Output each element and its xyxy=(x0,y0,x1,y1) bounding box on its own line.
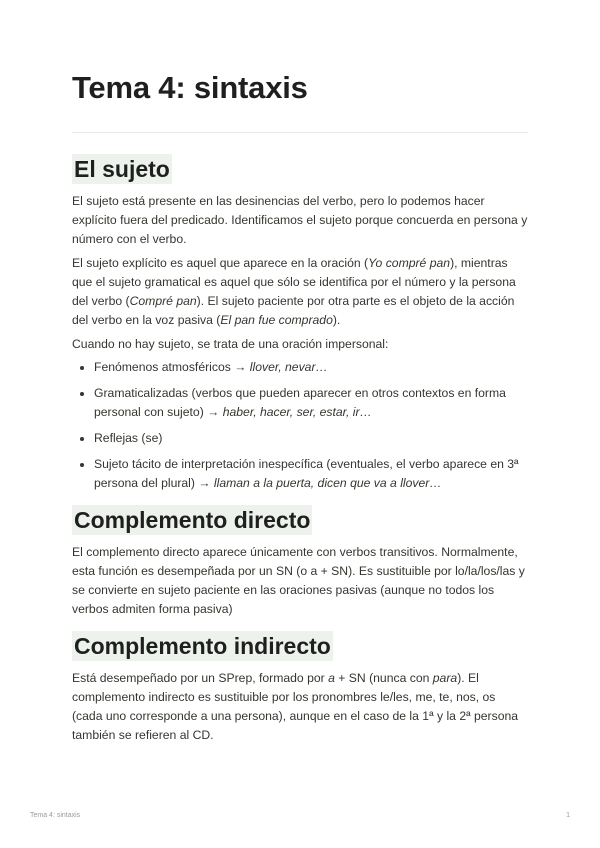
footer-title: Tema 4: sintaxis xyxy=(30,812,81,819)
list-item: • Sujeto tácito de interpretación inespecífica (eventuales, el verbo aparece en 3ª persona del plural) → llaman a la puerta, dicen que va a llover… xyxy=(94,455,528,493)
paragraph: Está desempeñado por un SPrep, formado por a + SN (nunca con para). El complemento indirecto es sustituible por los pronombres le/les, me, te, nos, os (cada uno corresponde a una persona), aunque en el caso de la 1ª y la 2ª persona también se refieren al CD. xyxy=(72,671,519,742)
section-heading: Complemento directo xyxy=(74,507,311,533)
page-number: 1 xyxy=(566,812,570,819)
list-item: • Fenómenos atmosféricos → llover, nevar… xyxy=(94,358,528,377)
paragraph: Cuando no hay sujeto, se trata de una oración impersonal: xyxy=(72,337,389,351)
impersonal-list xyxy=(72,358,528,493)
section-heading: El sujeto xyxy=(74,156,170,182)
list-item: • Gramaticalizadas (verbos que pueden aparecer en otros contextos en forma personal con sujeto) → haber, hacer, ser, estar, ir… xyxy=(94,384,528,422)
page-title: Tema 4: sintaxis xyxy=(72,70,308,105)
section-complemento-directo xyxy=(72,505,528,619)
section-complemento-indirecto xyxy=(72,631,528,745)
section-heading: Complemento indirecto xyxy=(74,633,331,659)
paragraph: El sujeto explícito es aquel que aparece en la oración (Yo compré pan), mientras que el sujeto gramatical es aquel que sólo se identifica por el número y la persona del verbo (Compré pan). El sujeto paciente por otra parte es el objeto de la acción del verbo en la voz pasiva (El pan fue comprado). xyxy=(72,256,516,327)
section-sujeto xyxy=(72,154,528,500)
title-divider xyxy=(72,132,528,133)
list-item: • Reflejas (se) xyxy=(94,429,528,448)
paragraph: El sujeto está presente en las desinencias del verbo, pero lo podemos hacer explícito fuera del predicado. Identificamos el sujeto porque concuerda en persona y número con el verbo. xyxy=(72,194,528,246)
paragraph: El complemento directo aparece únicamente con verbos transitivos. Normalmente, esta función es desempeñada por un SN (o a + SN). Es sustituible por lo/la/los/las y se convierte en sujeto paciente en las oraciones pasivas (aunque no todos los verbos admiten forma pasiva) xyxy=(72,545,525,616)
